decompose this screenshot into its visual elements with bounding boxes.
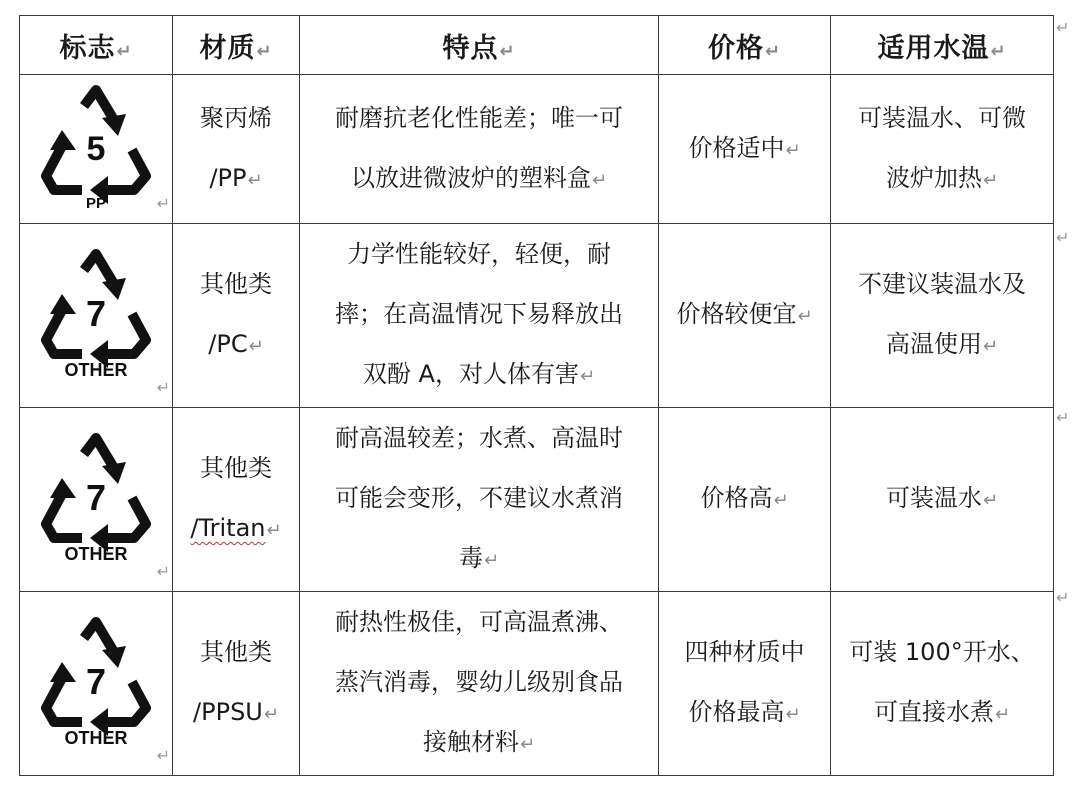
paragraph-mark: ↵ bbox=[579, 366, 596, 387]
header-water-temp: 适用水温↵ bbox=[831, 16, 1054, 75]
paragraph-mark: ↵ bbox=[785, 704, 801, 725]
paragraph-mark: ↵ bbox=[1056, 18, 1070, 37]
cell-line: 力学性能较好，轻便，耐 bbox=[347, 240, 611, 268]
water-temp-cell bbox=[831, 592, 1054, 776]
cell-line: 以放进微波炉的塑料盒↵ bbox=[350, 163, 608, 192]
cell-line: 四种材质中 bbox=[684, 638, 805, 666]
header-row bbox=[20, 16, 1054, 75]
header-features: 特点↵ bbox=[300, 16, 659, 75]
features-cell bbox=[300, 75, 659, 224]
price-cell bbox=[659, 224, 831, 408]
cell-line: 可装温水、可微 bbox=[858, 103, 1026, 132]
cell-line: 不建议装温水及 bbox=[858, 270, 1026, 298]
logo-cell: 7 OTHER ↵ bbox=[20, 408, 173, 592]
paragraph-mark: ↵ bbox=[773, 490, 789, 511]
material-cell: 其他类 /PPSU↵ bbox=[173, 592, 300, 776]
cell-line: 价格最高↵ bbox=[688, 698, 801, 726]
svg-text:7: 7 bbox=[85, 661, 107, 702]
cell-line: 价格适中↵ bbox=[688, 133, 801, 162]
cell-line: 可装温水↵ bbox=[885, 484, 999, 512]
cell-line: 可装 100°开水、 bbox=[849, 638, 1035, 666]
features-cell bbox=[300, 408, 659, 592]
paragraph-mark: ↵ bbox=[1056, 588, 1070, 607]
cell-line: 价格高↵ bbox=[700, 484, 789, 512]
material-cell: 其他类 /Tritan↵ bbox=[173, 408, 300, 592]
table-row bbox=[20, 75, 1054, 224]
paragraph-mark: ↵ bbox=[519, 734, 536, 755]
price-cell bbox=[659, 75, 831, 224]
water-temp-cell bbox=[831, 75, 1054, 224]
cell-line: 可能会变形，不建议水煮消 bbox=[335, 484, 623, 512]
cell-line: 蒸汽消毒，婴幼儿级别食品 bbox=[335, 668, 623, 696]
paragraph-mark: ↵ bbox=[982, 490, 999, 511]
logo-cell: 5 PP ↵ bbox=[20, 75, 173, 224]
paragraph-mark: ↵ bbox=[1056, 408, 1070, 427]
paragraph-mark: ↵ bbox=[785, 139, 801, 161]
logo-cell: 7 OTHER ↵ bbox=[20, 224, 173, 408]
svg-text:7: 7 bbox=[85, 293, 107, 334]
cell-line: 耐高温较差；水煮、高温时 bbox=[335, 424, 623, 452]
cell-line: 耐热性极佳，可高温煮沸、 bbox=[335, 608, 623, 636]
svg-text:PP: PP bbox=[85, 195, 107, 212]
recycle-7-other-icon bbox=[36, 248, 156, 383]
plastic-material-table bbox=[19, 15, 1054, 776]
cropped-caption-fragment bbox=[0, 0, 1080, 10]
svg-text:5: 5 bbox=[86, 130, 106, 168]
features-cell bbox=[300, 592, 659, 776]
features-cell bbox=[300, 224, 659, 408]
paragraph-mark: ↵ bbox=[483, 550, 500, 571]
material-cell: 聚丙烯 /PP↵ bbox=[173, 75, 300, 224]
price-cell bbox=[659, 408, 831, 592]
recycle-7-other-icon bbox=[36, 432, 156, 567]
svg-text:OTHER: OTHER bbox=[64, 360, 128, 380]
water-temp-cell bbox=[831, 408, 1054, 592]
paragraph-mark: ↵ bbox=[994, 704, 1011, 725]
table-row bbox=[20, 224, 1054, 408]
cell-line: 高温使用↵ bbox=[885, 330, 999, 358]
paragraph-mark: ↵ bbox=[982, 336, 999, 357]
table-row bbox=[20, 408, 1054, 592]
header-material: 材质↵ bbox=[173, 16, 300, 75]
cell-line: 毒↵ bbox=[458, 544, 500, 572]
water-temp-cell bbox=[831, 224, 1054, 408]
paragraph-mark: ↵ bbox=[591, 169, 608, 191]
cell-line: 双酚 A，对人体有害↵ bbox=[362, 360, 596, 388]
header-price: 价格↵ bbox=[659, 16, 831, 75]
logo-cell: 7 OTHER ↵ bbox=[20, 592, 173, 776]
paragraph-mark: ↵ bbox=[1056, 228, 1070, 247]
svg-text:7: 7 bbox=[85, 477, 107, 518]
paragraph-mark: ↵ bbox=[982, 169, 999, 191]
svg-text:OTHER: OTHER bbox=[64, 728, 128, 748]
material-cell: 其他类 /PC↵ bbox=[173, 224, 300, 408]
paragraph-mark: ↵ bbox=[797, 306, 813, 327]
header-logo: 标志↵ bbox=[20, 16, 173, 75]
cell-line: 可直接水煮↵ bbox=[873, 698, 1011, 726]
cell-line: 波炉加热↵ bbox=[885, 163, 999, 192]
cell-line: 价格较便宜↵ bbox=[676, 300, 813, 328]
cell-line: 摔；在高温情况下易释放出 bbox=[335, 300, 623, 328]
cell-line: 耐磨抗老化性能差；唯一可 bbox=[335, 103, 623, 132]
price-cell bbox=[659, 592, 831, 776]
recycle-5-icon bbox=[36, 84, 156, 214]
table-row bbox=[20, 592, 1054, 776]
svg-text:OTHER: OTHER bbox=[64, 544, 128, 564]
recycle-7-other-icon bbox=[36, 616, 156, 751]
cell-line: 接触材料↵ bbox=[422, 728, 536, 756]
